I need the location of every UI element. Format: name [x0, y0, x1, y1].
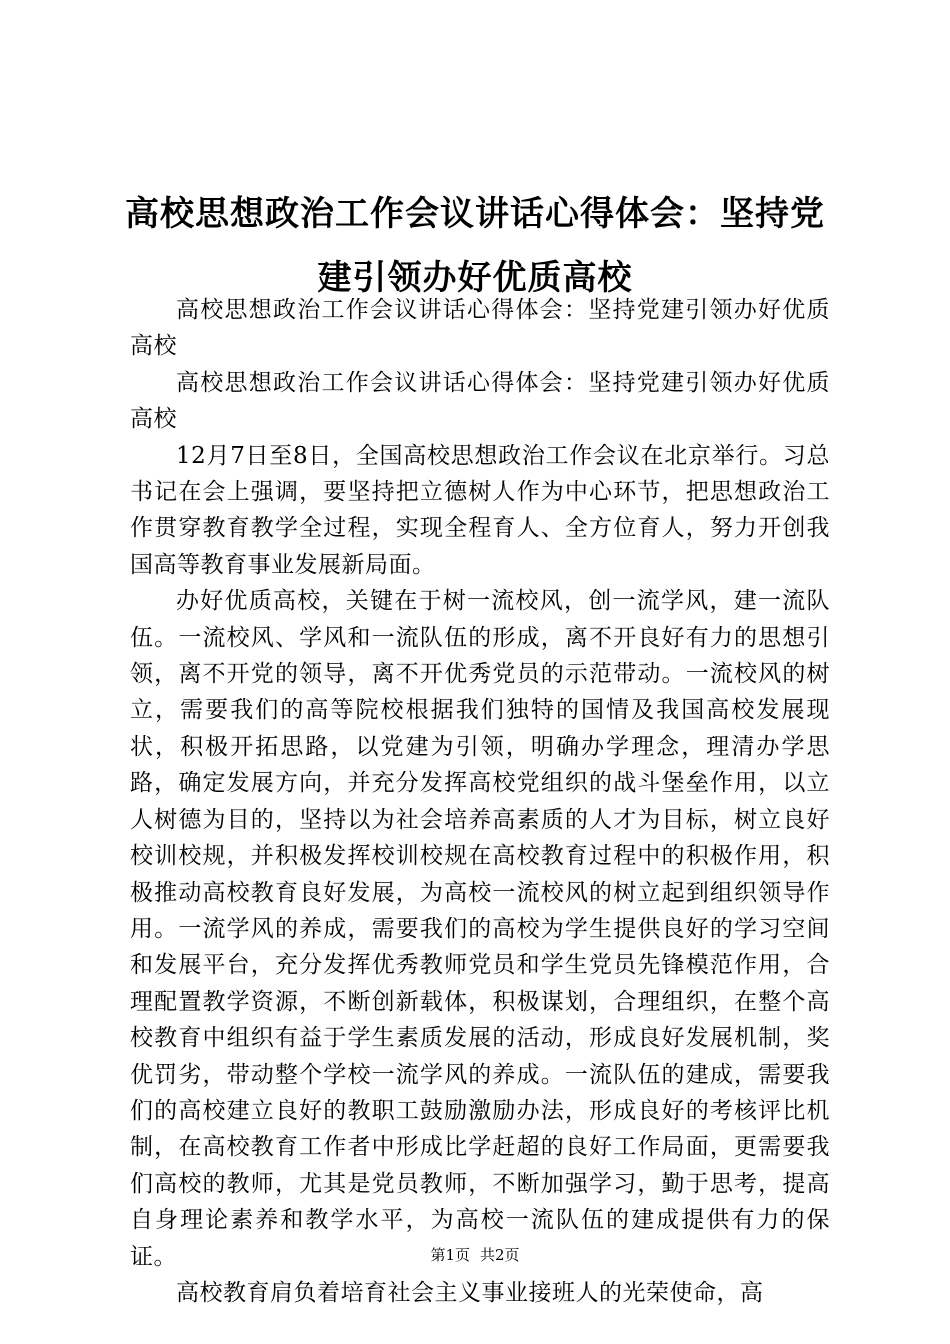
page-total: 共2页	[480, 1246, 520, 1264]
paragraph: 高校思想政治工作会议讲话心得体会：坚持党建引领办好优质高校	[130, 369, 830, 433]
paragraph: 12月7日至8日，全国高校思想政治工作会议在北京举行。习总书记在会上强调，要坚持把立德树人作为中心环节，把思想政治工作贯穿教育教学全过程，实现全程育人、全方位育人，努力开创我国高等教育事业发展新局面。	[130, 442, 830, 578]
paragraph: 高校思想政治工作会议讲话心得体会：坚持党建引领办好优质高校	[130, 297, 830, 360]
title-line-2: 建引领办好优质高校	[317, 258, 633, 298]
paragraph: 高校教育肩负着培育社会主义事业接班人的光荣使命，高	[176, 1279, 764, 1306]
document-title	[100, 182, 850, 310]
paragraph: 办好优质高校，关键在于树一流校风，创一流学风，建一流队伍。一流校风、学风和一流队伍的形成，离不开良好有力的思想引领，离不开党的领导，离不开优秀党员的示范带动。一流校风的树立，需要我们的高等院校根据我们独特的国情及我国高校发展现状，积极开拓思路，以党建为引领，明确办学理念，理清办学思路，确定发展方向，并充分发挥高校党组织的战斗堡垒作用，以立人树德为目的，坚持以为社会培养高素质的人才为目标，树立良好校训校规，并积极发挥校训校规在高校教育过程中的积极作用，积极推动高校教育良好发展，为高校一流校风的树立起到组织领导作用。一流学风的养成，需要我们的高校为学生提供良好的学习空间和发展平台，充分发挥优秀教师党员和学生党员先锋模范作用，合理配置教学资源，不断创新载体，积极谋划，合理组织，在整个高校教育中组织有益于学生素质发展的活动，形成良好发展机制，奖优罚劣，带动整个学校一流学风的养成。一流队伍的建成，需要我们的高校建立良好的教职工鼓励激励办法，形成良好的考核评比机制，在高校教育工作者中形成比学赶超的良好工作局面，更需要我们高校的教师，尤其是党员教师，不断加强学习，勤于思考，提高自身理论素养和教学水平，为高校一流队伍的建成提供有力的保证。	[130, 588, 830, 1270]
page-footer	[0, 1245, 950, 1265]
document-body	[130, 292, 830, 1311]
page-number: 第1页	[430, 1246, 470, 1264]
title-line-1: 高校思想政治工作会议讲话心得体会：坚持党	[125, 194, 825, 234]
